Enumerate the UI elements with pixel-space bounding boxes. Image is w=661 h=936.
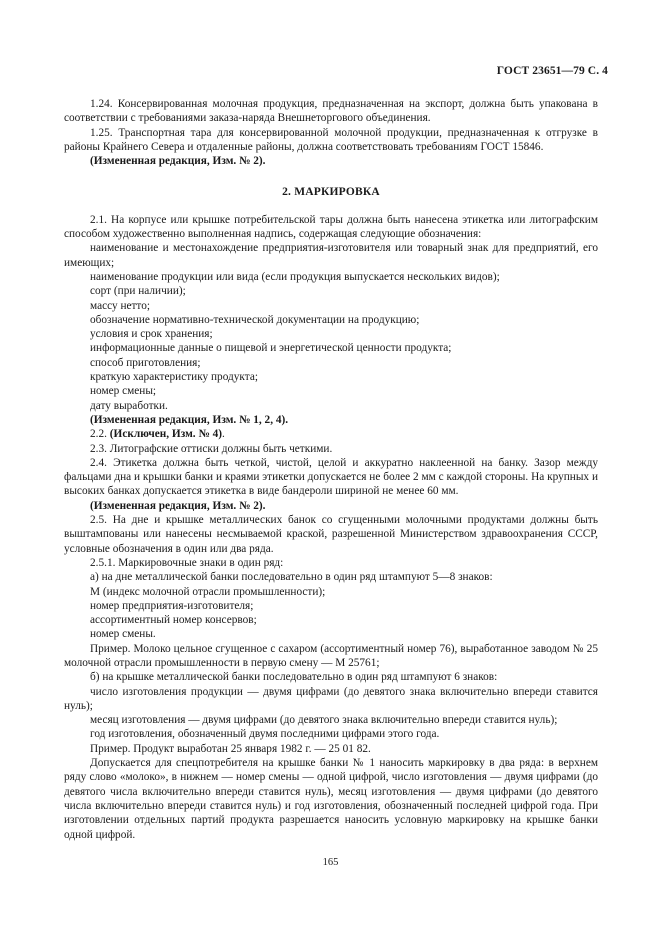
page-number: 165: [322, 857, 339, 868]
list-item: сорт (при наличии);: [90, 285, 186, 298]
list-item: а) на дне металлической банки последовательно в один ряд штампуют 5—8 знаков:: [90, 571, 493, 584]
list-item: условия и срок хранения;: [90, 328, 213, 341]
list-item: обозначение нормативно-технической документации на продукцию;: [90, 313, 420, 326]
paragraph-1-24: 1.24. Консервированная молочная продукция, предназначенная на экспорт, должна быть упакована в соответствии с требованиями заказа-наряда Внешнеторгового объединения.: [64, 98, 598, 125]
list-item: наименование продукции или вида (если продукция выпускается нескольких видов);: [90, 270, 500, 283]
list-item: краткую характеристику продукта;: [90, 371, 258, 384]
list-item: номер предприятия-изготовителя;: [90, 599, 254, 612]
list-item: информационные данные о пищевой и энергетической ценности продукта;: [90, 342, 452, 355]
amendment-note: (Измененная редакция, Изм. № 2).: [90, 155, 266, 168]
list-item: месяц изготовления — двумя цифрами (до девятого знака включительно впереди ставится нуль);: [90, 714, 558, 727]
list-item: способ приготовления;: [90, 356, 201, 369]
amendment-note: (Измененная редакция, Изм. № 1, 2, 4).: [90, 413, 289, 426]
paragraph-1-25: 1.25. Транспортная тара для консервированной молочной продукции, предназначенная к отгрузке в районы Крайнего Севера и отдаленные районы, должна соответствовать требованиям ГОСТ 15846.: [64, 126, 598, 153]
list-item: дату выработки.: [90, 399, 168, 412]
paragraph-2-2-suffix: .: [222, 428, 225, 441]
list-item: массу нетто;: [90, 299, 151, 312]
paragraph-2-5-1: 2.5.1. Маркировочные знаки в один ряд:: [90, 556, 284, 569]
list-item: номер смены;: [90, 385, 157, 398]
paragraph-2-1: 2.1. На корпусе или крышке потребительской тары должна быть нанесена этикетка или литографским способом художественно выполненная надпись, содержащая следующие обозначения:: [64, 213, 598, 241]
list-item: б) на крышке металлической банки последовательно в один ряд штампуют 6 знаков:: [90, 671, 498, 684]
list-item: М (индекс молочной отрасли промышленности);: [90, 585, 326, 598]
example-paragraph: Пример. Молоко цельное сгущенное с сахаром (ассортиментный номер 76), выработанное заводом № 25 молочной отрасли промышленности в первую смену — М 25761;: [64, 642, 598, 669]
example-paragraph: Пример. Продукт выработан 25 января 1982 г. — 25 01 82.: [90, 742, 371, 755]
page-header: ГОСТ 23651—79 С. 4: [496, 65, 608, 77]
document-body: [64, 97, 598, 842]
paragraph-two-row-marking: Допускается для спецпотребителя на крышке банки № 1 наносить маркировку в два ряда: в верхнем ряду слово «молоко», в нижнем — номер смены — одной цифрой, число изготовления — двумя цифрами (до девятого числа включительно впереди ставится нуль), месяц изготовления — двумя цифрами (до девятого числа включительно впереди ставится нуль) и год изготовления, обозначенный последней цифрой года. При изготовлении отдельных партий продукта разрешается наносить условную маркировку на крышке банки одной цифрой.: [64, 757, 598, 841]
list-item: номер смены.: [90, 628, 156, 641]
section-title: 2. МАРКИРОВКА: [282, 186, 380, 199]
paragraph-2-4: 2.4. Этикетка должна быть четкой, чистой, целой и аккуратно наклеенной на банку. Зазор между фальцами дна и крышки банки и краями этикетки допускается не более 2 мм с каждой стороны. На крупных и высоких банках допускается этикетка в виде бандероли шириной не менее 60 мм.: [64, 456, 598, 498]
list-item: ассортиментный номер консервов;: [90, 614, 257, 627]
paragraph-2-2: [64, 427, 598, 441]
list-item: число изготовления продукции — двумя цифрами (до девятого знака включительно впереди ставится нуль);: [64, 685, 598, 712]
list-item: наименование и местонахождение предприятия-изготовителя или товарный знак для предприятий, его имеющих;: [64, 242, 598, 269]
list-item: год изготовления, обозначенный двумя последними цифрами этого года.: [90, 728, 440, 741]
paragraph-2-5: 2.5. На дне и крышке металлических банок со сгущенными молочными продуктами должны быть выштампованы или нанесены несмываемой краской, разрешенной Министерством здравоохранения СССР, условные обозначения в один или два ряда.: [64, 514, 598, 555]
paragraph-2-2-bold: (Исключен, Изм. № 4): [109, 428, 223, 441]
paragraph-2-2-prefix: 2.2.: [90, 428, 110, 441]
paragraph-2-3: 2.3. Литографские оттиски должны быть четкими.: [90, 442, 333, 455]
amendment-note: (Измененная редакция, Изм. № 2).: [90, 499, 266, 512]
